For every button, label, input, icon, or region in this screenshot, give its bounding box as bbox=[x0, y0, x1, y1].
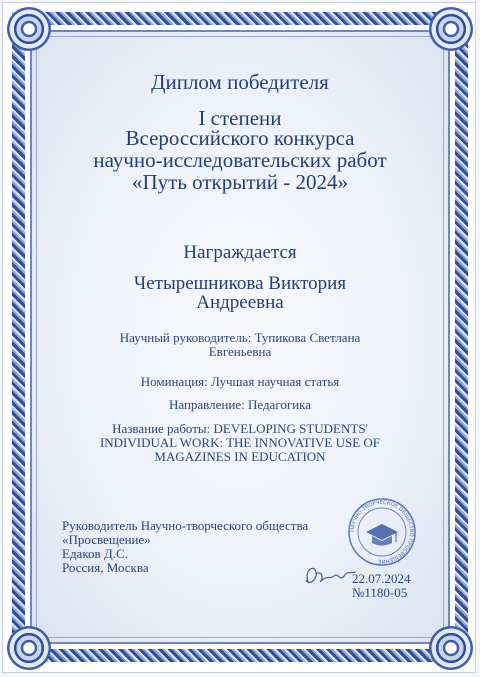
nomination: Номинация: Лучшая научная статья bbox=[140, 374, 340, 389]
head-title-line-2: «Просвещение» bbox=[62, 532, 151, 547]
head-name: Едаков Д.С. bbox=[62, 546, 128, 561]
supervisor-line-1: Научный руководитель: Тупикова Светлана bbox=[119, 330, 361, 345]
diploma-title: Диплом победителя bbox=[151, 70, 329, 94]
work-title-line-3: MAGAZINES IN EDUCATION bbox=[154, 449, 326, 464]
recipient-name-line-2: Андреевна bbox=[196, 292, 284, 313]
diploma-number: №1180-05 bbox=[352, 585, 408, 600]
recipient-name-line-1: Четырешникова Виктория bbox=[133, 273, 347, 294]
work-title-line-1: Название работы: DEVELOPING STUDENTS' bbox=[112, 421, 368, 436]
issue-date: 22.07.2024 bbox=[352, 571, 411, 586]
supervisor-line-2: Евгеньевна bbox=[208, 344, 272, 359]
corner-rosette bbox=[7, 626, 51, 670]
organization-stamp bbox=[346, 496, 418, 568]
direction: Направление: Педагогика bbox=[168, 397, 312, 412]
location: Россия, Москва bbox=[62, 560, 149, 575]
diploma-degree: I степени bbox=[198, 106, 282, 130]
work-title-line-2: INDIVIDUAL WORK: THE INNOVATIVE USE OF bbox=[99, 435, 381, 450]
awarded-label: Награждается bbox=[183, 242, 297, 263]
corner-rosette bbox=[7, 7, 51, 51]
contest-line-2: научно-исследовательских работ bbox=[93, 148, 387, 172]
head-title-line-1: Руководитель Научно-творческого общества bbox=[62, 518, 309, 533]
corner-rosette bbox=[429, 7, 473, 51]
corner-rosette bbox=[429, 626, 473, 670]
contest-line-1: Всероссийского конкурса bbox=[125, 126, 355, 150]
contest-line-3: «Путь открытий - 2024» bbox=[131, 170, 349, 194]
stamp-text: НАУЧНО-ТВОРЧЕСКОЕ ОБЩЕСТВО ПРОСВЕЩЕНИЕ bbox=[349, 499, 415, 565]
signature bbox=[300, 560, 360, 592]
